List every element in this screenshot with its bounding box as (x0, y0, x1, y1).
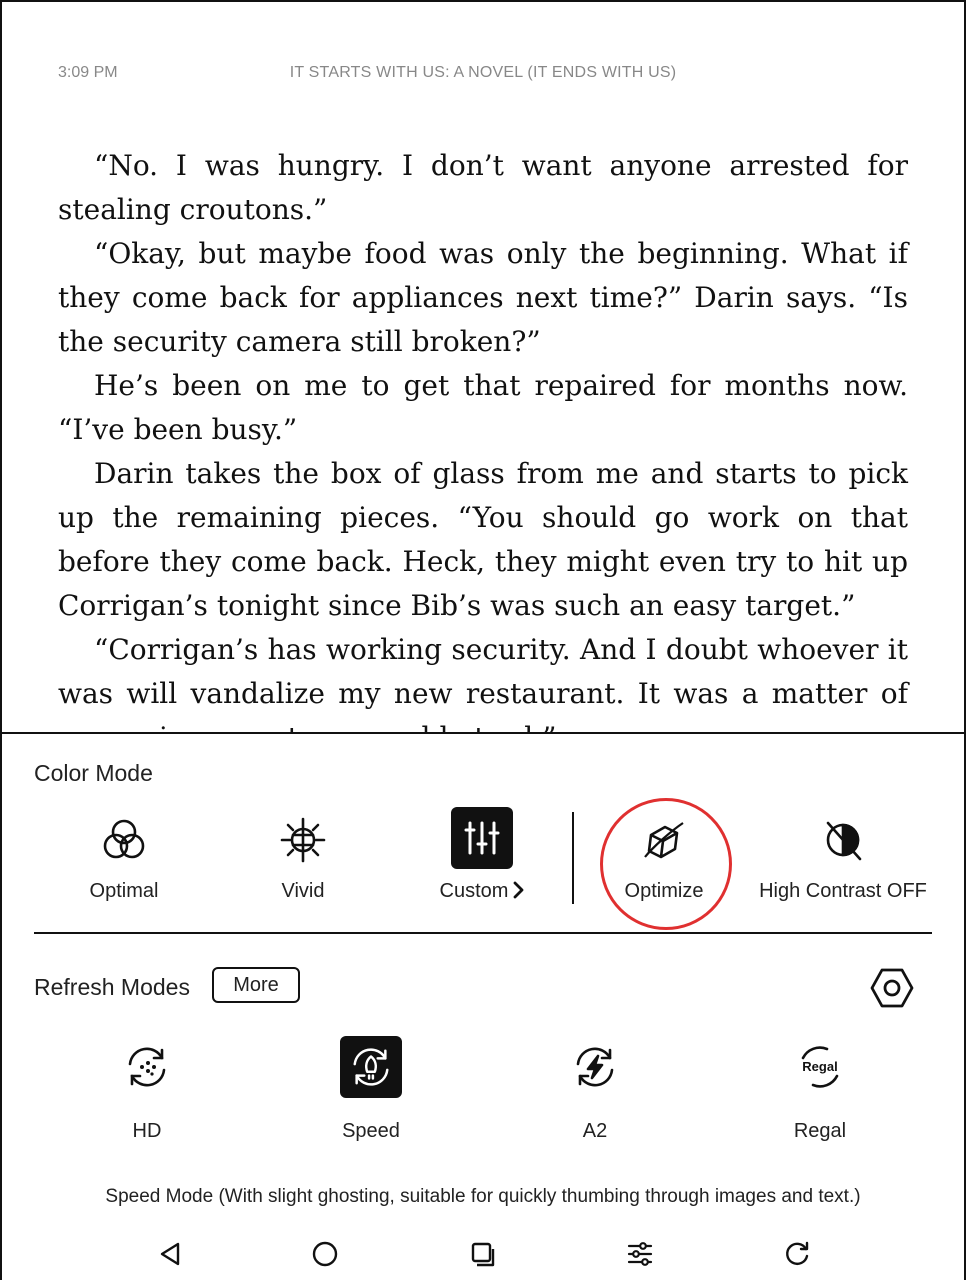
more-button[interactable]: More (212, 967, 300, 1003)
nav-refresh-button[interactable] (775, 1232, 819, 1276)
color-mode-label: Optimal (89, 880, 159, 902)
refresh-mode-hd[interactable] (72, 1034, 222, 1143)
nav-settings-button[interactable] (618, 1232, 662, 1276)
refresh-mode-speed[interactable] (296, 1034, 446, 1143)
refresh-mode-label: HD (132, 1120, 162, 1142)
color-mode-title: Color Mode (34, 760, 153, 786)
regal-icon (797, 1044, 843, 1090)
chevron-right-icon (512, 881, 524, 899)
reader-paragraph: “No. I was hungry. I don’t want anyone arrested for stealing croutons.” (58, 149, 908, 226)
color-mode-optimal[interactable] (34, 812, 214, 903)
status-bar (2, 64, 964, 86)
sliders-icon (462, 818, 502, 858)
refresh-mode-a2[interactable] (520, 1034, 670, 1143)
nav-home-button[interactable] (303, 1232, 347, 1276)
color-mode-label: High Contrast OFF (759, 880, 927, 902)
refresh-mode-label: A2 (582, 1120, 608, 1142)
color-mode-label: Custom (439, 880, 509, 902)
high-contrast-toggle[interactable] (753, 812, 933, 903)
section-divider (34, 932, 932, 934)
regal-icon-text: Regal (802, 1059, 838, 1074)
venn-circles-icon (101, 817, 147, 863)
back-icon (156, 1240, 184, 1268)
display-settings-panel (2, 732, 964, 1280)
nav-recents-button[interactable] (461, 1232, 505, 1276)
home-icon (311, 1240, 339, 1268)
hexagon-settings-icon[interactable] (868, 964, 916, 1012)
nav-back-button[interactable] (148, 1232, 192, 1276)
refresh-mode-label: Regal (793, 1120, 847, 1142)
a2-bolt-icon (572, 1044, 618, 1090)
book-title: IT STARTS WITH US: A NOVEL (IT ENDS WITH US) (289, 64, 677, 81)
status-time: 3:09 PM (58, 64, 118, 81)
settings-sliders-icon (626, 1240, 654, 1268)
color-mode-label: Vivid (281, 880, 325, 902)
contrast-off-icon (820, 817, 866, 863)
reader-paragraph: He’s been on me to get that repaired for months now. “I’ve been busy.” (58, 369, 908, 446)
hd-refresh-icon (124, 1044, 170, 1090)
speed-selected-box (340, 1036, 402, 1098)
reader-paragraph: Darin takes the box of glass from me and starts to pick up the remaining pieces. “You should go work on that before they come back. Heck, they might even try to hit up Corrigan’s tonight since Bib’s was such an easy target.” (58, 457, 908, 622)
refresh-mode-regal[interactable] (745, 1034, 895, 1143)
highlight-circle (600, 798, 732, 930)
recents-icon (469, 1240, 497, 1268)
custom-selected-box (451, 807, 513, 869)
reader-paragraph: “Corrigan’s has working security. And I doubt whoever it was will vandalize my new restaurant. It was a matter of (58, 633, 908, 710)
system-nav-bar (2, 1226, 964, 1276)
color-mode-custom[interactable] (392, 812, 572, 903)
reader-page[interactable] (58, 144, 908, 732)
color-mode-vivid[interactable] (213, 812, 393, 903)
refresh-mode-description: Speed Mode (With slight ghosting, suitable for quickly thumbing through images and text.) (105, 1186, 861, 1207)
refresh-icon (783, 1240, 811, 1268)
refresh-modes-title: Refresh Modes (34, 974, 190, 1000)
color-mode-label: Optimize (624, 880, 704, 902)
speed-rocket-icon (349, 1045, 393, 1089)
reader-paragraph: “Okay, but maybe food was only the beginning. What if they come back for appliances next time?” Darin says. “Is the security camera still broken?” (58, 237, 908, 358)
refresh-mode-label: Speed (342, 1120, 400, 1142)
vivid-sun-icon (280, 817, 326, 863)
